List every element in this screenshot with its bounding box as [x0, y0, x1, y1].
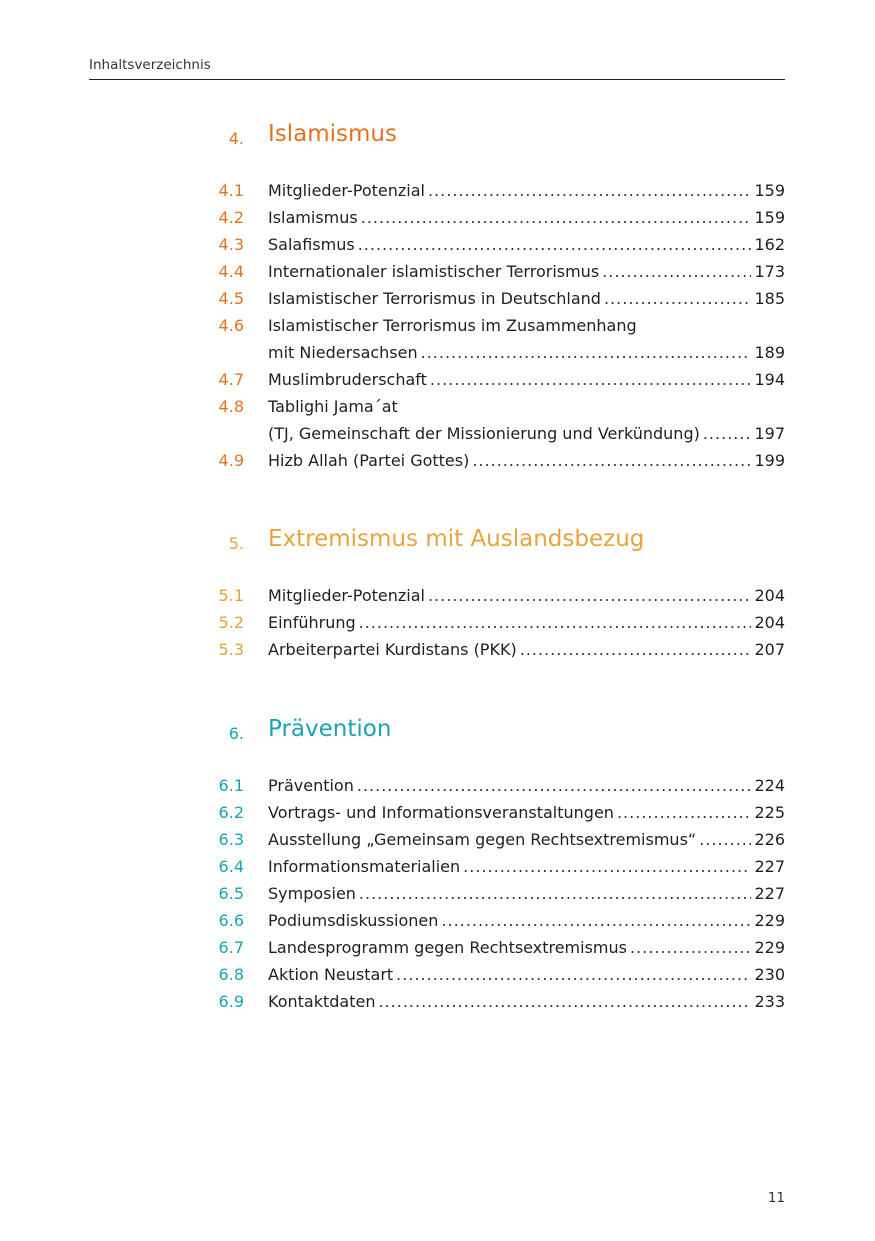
dot-leader [396, 961, 751, 988]
entry-title: Informationsmaterialien [268, 857, 461, 876]
toc-entry[interactable] [200, 447, 785, 474]
dot-leader [520, 636, 752, 663]
entry-page: 226 [754, 830, 785, 849]
entry-number: 6.5 [218, 884, 244, 903]
entry-page: 185 [754, 289, 785, 308]
toc-entry[interactable] [200, 988, 785, 1015]
entry-number: 6.4 [218, 857, 244, 876]
toc-entry[interactable] [200, 393, 785, 447]
toc-entry[interactable] [200, 177, 785, 204]
dot-leader [604, 285, 751, 312]
dot-leader [430, 366, 752, 393]
toc-entry[interactable] [200, 609, 785, 636]
toc-entry[interactable] [200, 636, 785, 663]
entry-page: 225 [754, 803, 785, 822]
entry-number: 4.5 [218, 289, 244, 308]
entry-number: 4.1 [218, 181, 244, 200]
entry-number: 4.7 [218, 370, 244, 389]
entry-title: (TJ, Gemeinschaft der Missionierung und Verkündung) [268, 424, 700, 443]
dot-leader [428, 177, 751, 204]
dot-leader [617, 799, 752, 826]
toc-section-4 [200, 121, 785, 474]
entry-number: 4.3 [218, 235, 244, 254]
entry-page: 204 [754, 586, 785, 605]
entry-title: Aktion Neustart [268, 965, 394, 984]
entry-number: 5.1 [218, 586, 244, 605]
toc-entry[interactable] [200, 204, 785, 231]
entry-page: 204 [754, 613, 785, 632]
entry-title: Prävention [268, 776, 354, 795]
entry-title-line1: Tablighi Jama´at [268, 397, 398, 416]
toc-entry[interactable] [200, 312, 785, 366]
dot-leader [357, 772, 752, 799]
toc-section-6 [200, 716, 785, 1015]
dot-leader [428, 582, 751, 609]
entry-title: Landesprogramm gegen Rechtsextremismus [268, 938, 627, 957]
dot-leader [378, 988, 751, 1015]
dot-leader [703, 420, 752, 447]
entry-page: 194 [754, 370, 785, 389]
entry-page: 227 [754, 884, 785, 903]
entry-title: Ausstellung „Gemeinsam gegen Rechtsextremismus“ [268, 830, 697, 849]
toc-entry[interactable] [200, 961, 785, 988]
entry-page: 227 [754, 857, 785, 876]
entry-title: Vortrags- und Informationsveranstaltungen [268, 803, 614, 822]
toc-entry[interactable] [200, 907, 785, 934]
section-heading [200, 716, 785, 746]
entry-page: 199 [754, 451, 785, 470]
dot-leader [602, 258, 751, 285]
dot-leader [421, 339, 752, 366]
page-number: 11 [767, 1190, 785, 1206]
entry-number: 6.7 [218, 938, 244, 957]
running-header: Inhaltsverzeichnis [89, 57, 211, 73]
dot-leader [361, 204, 752, 231]
entry-page: 229 [754, 911, 785, 930]
entry-page: 173 [754, 262, 785, 281]
toc-entry[interactable] [200, 582, 785, 609]
entry-number: 4.4 [218, 262, 244, 281]
entry-number: 6.6 [218, 911, 244, 930]
entry-title: Kontaktdaten [268, 992, 376, 1011]
entry-title: Arbeiterpartei Kurdistans (PKK) [268, 640, 517, 659]
section-number: 4. [228, 129, 244, 148]
entry-title: Einführung [268, 613, 356, 632]
toc-section-5 [200, 526, 785, 663]
section-number: 6. [228, 724, 244, 743]
section-title: Prävention [268, 716, 392, 742]
entry-title: Internationaler islamistischer Terrorismus [268, 262, 600, 281]
entry-number: 6.9 [218, 992, 244, 1011]
entry-page: 189 [754, 343, 785, 362]
section-heading [200, 526, 785, 556]
entry-number: 4.6 [218, 316, 244, 335]
entry-number: 4.8 [218, 397, 244, 416]
toc-entry[interactable] [200, 231, 785, 258]
entry-title: Symposien [268, 884, 356, 903]
entry-number: 6.2 [218, 803, 244, 822]
entry-page: 159 [754, 208, 785, 227]
dot-leader [463, 853, 751, 880]
entry-page: 224 [754, 776, 785, 795]
entry-number: 4.9 [218, 451, 244, 470]
section-number: 5. [228, 534, 244, 553]
dot-leader [441, 907, 751, 934]
dot-leader [359, 880, 752, 907]
entry-number: 6.8 [218, 965, 244, 984]
dot-leader [630, 934, 751, 961]
dot-leader [699, 826, 751, 853]
dot-leader [359, 609, 752, 636]
entry-title-line1: Islamistischer Terrorismus im Zusammenhang [268, 316, 637, 335]
entry-number: 5.3 [218, 640, 244, 659]
toc-entry[interactable] [200, 258, 785, 285]
entry-title: Muslimbruderschaft [268, 370, 427, 389]
section-title: Islamismus [268, 121, 397, 147]
toc-entry[interactable] [200, 285, 785, 312]
entry-page: 230 [754, 965, 785, 984]
entry-page: 159 [754, 181, 785, 200]
entry-title: Islamistischer Terrorismus in Deutschland [268, 289, 601, 308]
toc-entry[interactable] [200, 799, 785, 826]
entry-title: Podiumsdiskussionen [268, 911, 439, 930]
entry-page: 197 [754, 424, 785, 443]
toc-entry[interactable] [200, 772, 785, 799]
entry-page: 229 [754, 938, 785, 957]
header-rule [89, 79, 785, 80]
dot-leader [472, 447, 751, 474]
toc-entry[interactable] [200, 880, 785, 907]
entry-page: 207 [754, 640, 785, 659]
entry-title: Salafismus [268, 235, 355, 254]
entry-title: Mitglieder-Potenzial [268, 586, 425, 605]
toc-entry[interactable] [200, 853, 785, 880]
entry-title: Hizb Allah (Partei Gottes) [268, 451, 470, 470]
entry-page: 233 [754, 992, 785, 1011]
entry-number: 6.3 [218, 830, 244, 849]
toc-entry[interactable] [200, 826, 785, 853]
entry-number: 6.1 [218, 776, 244, 795]
section-title: Extremismus mit Auslandsbezug [268, 526, 645, 552]
entry-title: Mitglieder-Potenzial [268, 181, 425, 200]
toc-entry[interactable] [200, 366, 785, 393]
section-heading [200, 121, 785, 151]
dot-leader [358, 231, 752, 258]
entry-title: mit Niedersachsen [268, 343, 418, 362]
entry-page: 162 [754, 235, 785, 254]
toc-entry[interactable] [200, 934, 785, 961]
entry-title: Islamismus [268, 208, 358, 227]
entry-number: 5.2 [218, 613, 244, 632]
entry-number: 4.2 [218, 208, 244, 227]
